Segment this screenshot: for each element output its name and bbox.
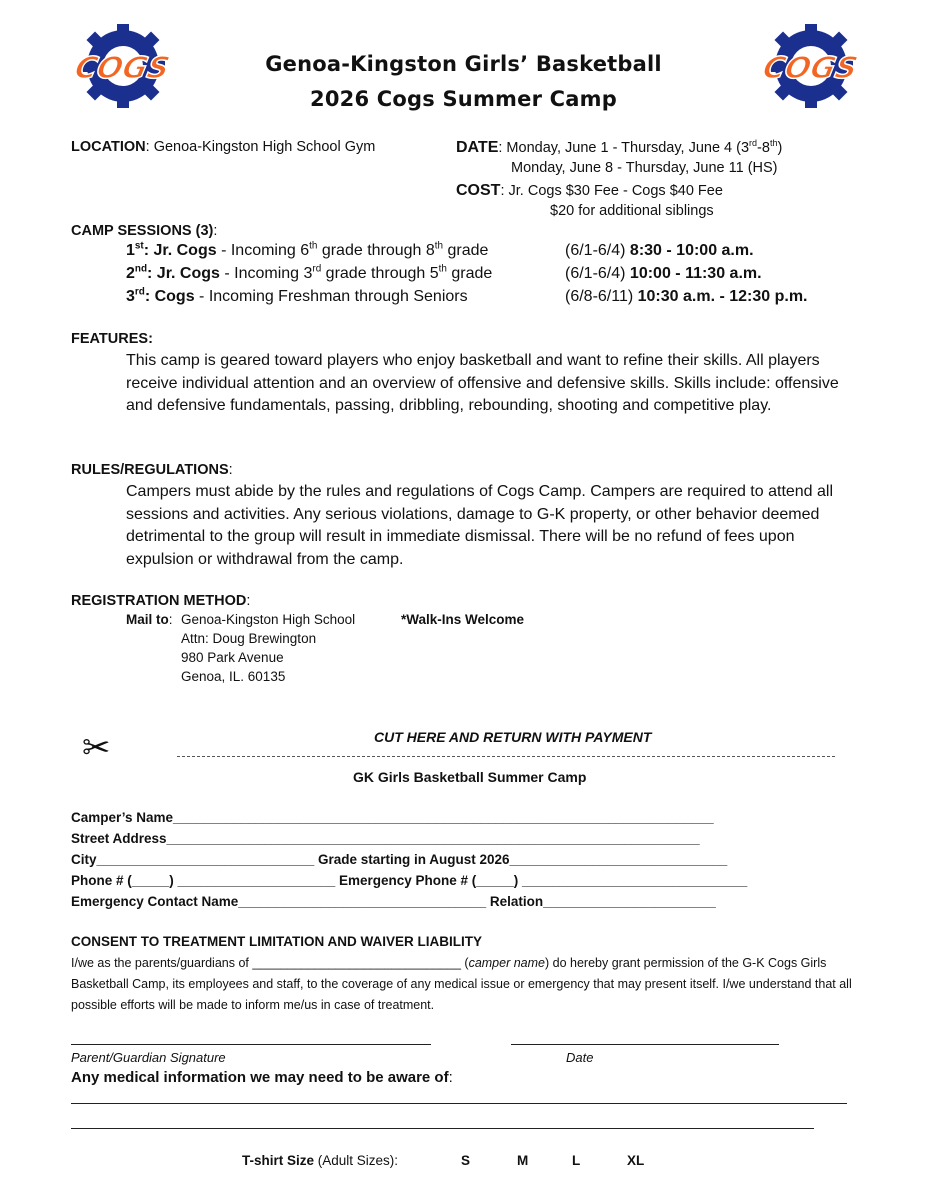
features-heading: FEATURES: [71, 331, 153, 347]
date-label: Date [566, 1050, 594, 1065]
session-desc-sup: th [438, 263, 447, 275]
rules-heading [71, 462, 233, 478]
tshirt-size-m[interactable]: M [517, 1153, 529, 1168]
session-desc: - Incoming 3 [219, 265, 313, 282]
cost-line1: : Jr. Cogs $30 Fee - Cogs $40 Fee [500, 183, 723, 199]
session-ordinal: st [134, 240, 144, 252]
session-name: : Cogs [144, 288, 195, 305]
session-ordinal: rd [134, 286, 145, 298]
session-name: : Jr. Cogs [147, 265, 220, 282]
consent-text [71, 953, 861, 1016]
location-row [71, 139, 375, 155]
consent-text-a: I/we as the parents/guardians of ______________________________ ( [71, 956, 469, 970]
logo-text: COGS [759, 51, 861, 86]
rules-label: RULES/REGULATIONS [71, 462, 229, 478]
signature-label: Parent/Guardian Signature [71, 1050, 226, 1065]
session-row [126, 242, 488, 260]
date-line1: : Monday, June 1 - Thursday, June 4 (3 [498, 140, 750, 156]
session-time: 10:00 - 11:30 a.m. [629, 265, 762, 282]
form-field-street-address[interactable]: Street Address_______________________________________________________________________ [71, 831, 700, 846]
session-name: : Jr. Cogs [143, 242, 217, 259]
session-time: 10:30 a.m. - 12:30 p.m. [637, 288, 808, 305]
consent-heading: CONSENT TO TREATMENT LIMITATION AND WAIVER LIABILITY [71, 934, 482, 949]
session-number: 2 [126, 265, 135, 282]
date-row [456, 139, 782, 157]
form-field-camper-name[interactable]: Camper’s Name________________________________________________________________________ [71, 810, 714, 825]
session-desc-sup: rd [312, 263, 322, 275]
tshirt-size-l[interactable]: L [572, 1153, 581, 1168]
session-ordinal: nd [134, 263, 148, 275]
session-desc-sup: th [434, 240, 444, 252]
medical-line[interactable] [71, 1103, 847, 1104]
cost-line2: $20 for additional siblings [550, 203, 714, 219]
session-time: 8:30 - 10:00 a.m. [629, 242, 754, 259]
consent-text-b: ) do hereby grant permission of the G-K Cogs Girls Basketball Camp, its employees and staff, to the coverage of any medical issue or emergency that may present itself. I/we understand that all possible efforts will be made to inform me/us in case of treatment. [71, 956, 852, 1012]
tshirt-label [242, 1153, 398, 1168]
date-mid: -8 [757, 140, 770, 156]
rules-colon: : [228, 462, 233, 478]
medical-line[interactable] [71, 1128, 814, 1129]
registration-heading [71, 593, 250, 609]
sessions-colon: : [213, 223, 218, 239]
address-line: Attn: Doug Brewington [181, 631, 317, 646]
form-title: GK Girls Basketball Summer Camp [353, 769, 587, 785]
tshirt-note: (Adult Sizes): [314, 1153, 399, 1168]
sessions-label: CAMP SESSIONS (3) [71, 223, 214, 239]
session-row [126, 288, 468, 306]
cost-label: COST [456, 182, 501, 199]
mail-label: Mail to [126, 612, 169, 627]
date-signature-line[interactable] [511, 1044, 779, 1045]
session-schedule [565, 265, 762, 283]
rules-text: Campers must abide by the rules and regulations of Cogs Camp. Campers are required to attend all sessions and activities. Any serious violations, damage to G-K property, or other behavior deemed detrimental to the group will result in immediate dismissal. There will be no refund of fees upon expulsion or withdrawal from the camp. [126, 483, 834, 568]
session-schedule [565, 242, 754, 260]
date-sup: rd [749, 138, 758, 149]
features-text: This camp is geared toward players who enjoy basketball and want to refine their skills. All players receive individual attention and an overview of offensive and defensive skills. Skills include: offensive and defensive fundamentals, passing, dribbling, rebounding, shooting and competitive play. [126, 352, 839, 414]
session-desc: grade through 5 [321, 265, 439, 282]
location-value: : Genoa-Kingston High School Gym [145, 139, 376, 155]
session-dates: (6/8-6/11) [565, 288, 638, 305]
sessions-heading [71, 223, 217, 239]
form-field-emergency-contact[interactable]: Emergency Contact Name_________________________________ Relation_______________________ [71, 894, 716, 909]
mail-colon: : [168, 612, 173, 627]
session-number: 3 [126, 288, 135, 305]
scissors-icon: ✂ [82, 729, 111, 767]
tshirt-size-label: T-shirt Size [242, 1153, 315, 1168]
session-desc-sup: th [309, 240, 318, 252]
page-subtitle: 2026 Cogs Summer Camp [310, 87, 617, 111]
session-row [126, 265, 492, 283]
location-label: LOCATION [71, 139, 146, 155]
session-desc: grade [446, 265, 493, 282]
walk-ins-note: *Walk-Ins Welcome [401, 612, 525, 627]
registration-colon: : [246, 593, 251, 609]
cost-row [456, 182, 723, 200]
mail-to-label [126, 612, 173, 627]
medical-label: Any medical information we may need to be aware of [71, 1069, 449, 1086]
cut-line [177, 756, 835, 757]
session-dates: (6/1-6/4) [565, 265, 630, 282]
session-dates: (6/1-6/4) [565, 242, 630, 259]
cut-instruction: CUT HERE AND RETURN WITH PAYMENT [374, 729, 652, 745]
tshirt-size-s[interactable]: S [461, 1153, 471, 1168]
session-desc: - Incoming Freshman through Seniors [194, 288, 468, 305]
address-line: Genoa, IL. 60135 [181, 669, 286, 684]
session-desc: grade through 8 [317, 242, 435, 259]
consent-camper-name: camper name [468, 956, 545, 970]
medical-heading [71, 1069, 453, 1086]
date-post: ) [777, 140, 783, 156]
signature-line[interactable] [71, 1044, 431, 1045]
session-desc: - Incoming 6 [216, 242, 310, 259]
date-line2: Monday, June 8 - Thursday, June 11 (HS) [511, 160, 778, 176]
date-label: DATE [456, 139, 499, 156]
medical-colon: : [448, 1069, 453, 1086]
registration-label: REGISTRATION METHOD [71, 593, 247, 609]
page-title: Genoa-Kingston Girls’ Basketball [265, 52, 662, 76]
session-schedule [565, 288, 807, 306]
session-number: 1 [126, 242, 135, 259]
session-desc: grade [443, 242, 489, 259]
address-line: Genoa-Kingston High School [181, 612, 356, 627]
address-line: 980 Park Avenue [181, 650, 284, 665]
form-field-city-grade[interactable]: City_____________________________ Grade starting in August 2026_____________________________ [71, 852, 728, 867]
form-field-phones[interactable]: Phone # (_____) _____________________ Emergency Phone # (_____) ______________________________ [71, 873, 748, 888]
tshirt-size-xl[interactable]: XL [627, 1153, 645, 1168]
date-sup: th [769, 138, 778, 149]
logo-text: COGS [71, 51, 173, 86]
